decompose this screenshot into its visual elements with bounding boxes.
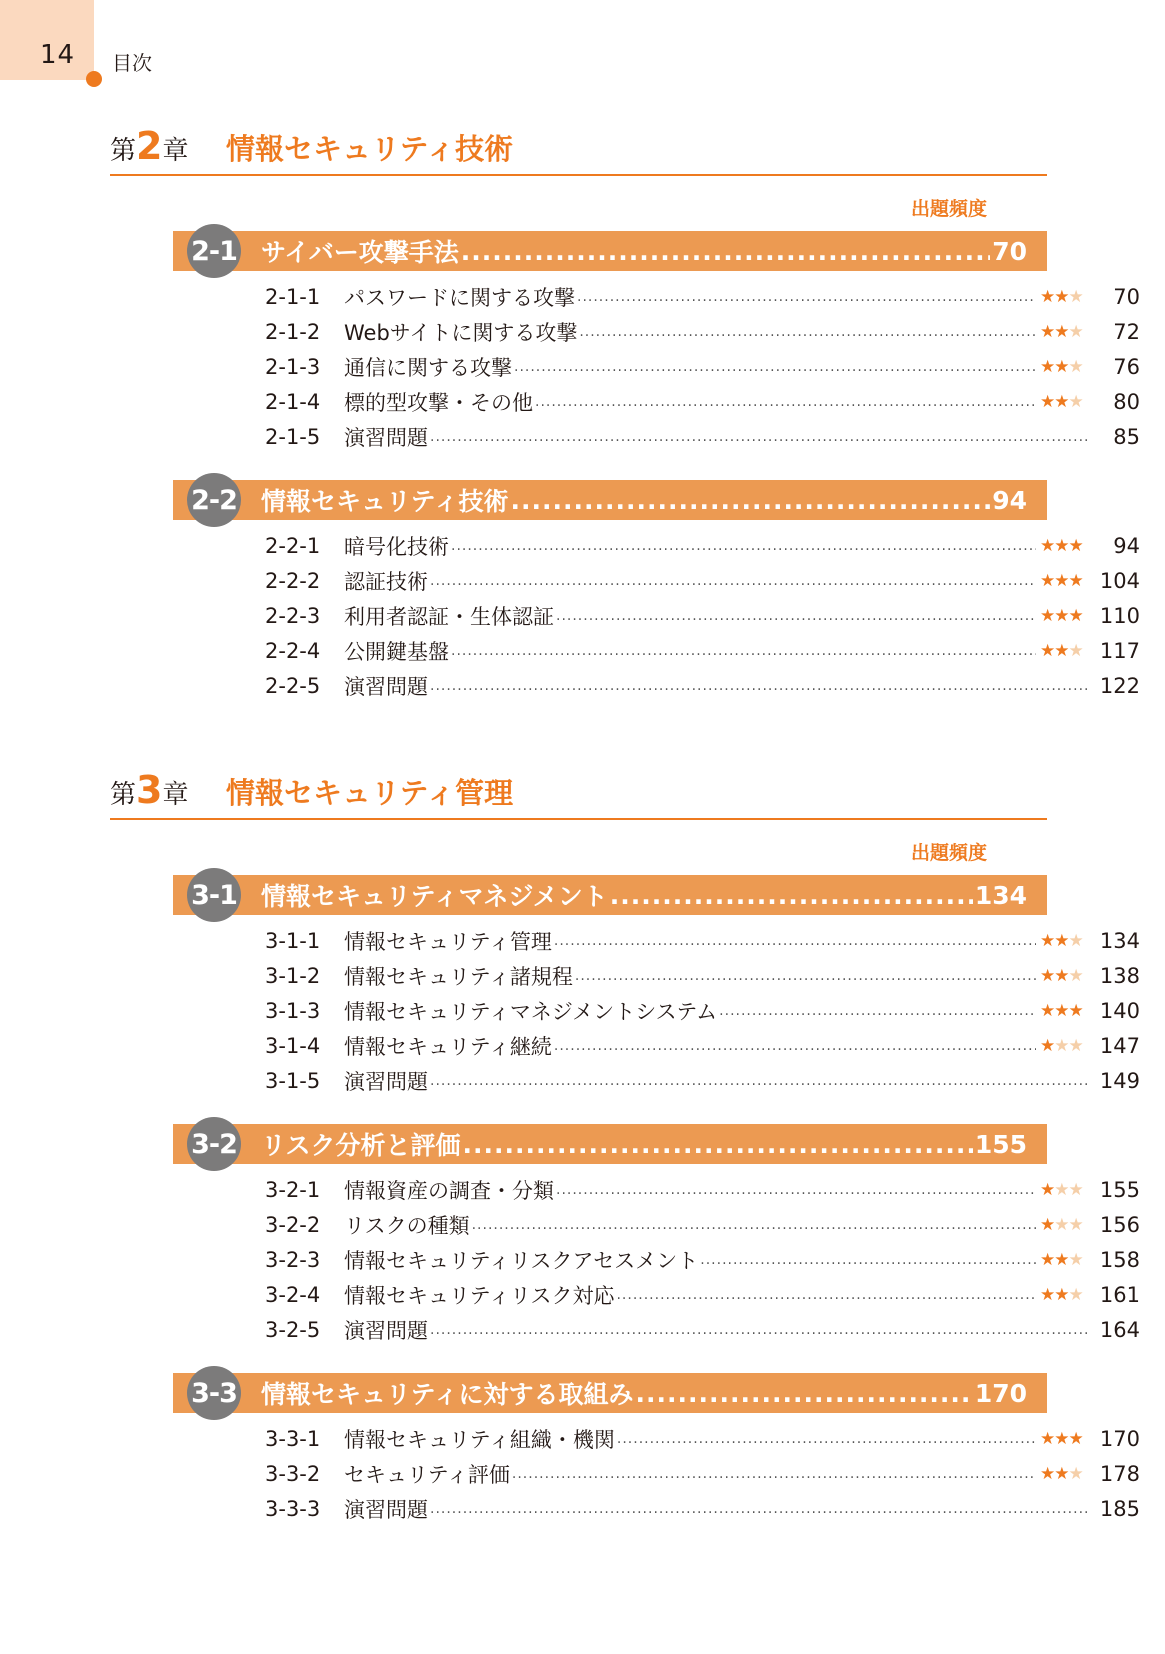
toc-entry[interactable] <box>265 633 1140 668</box>
star-filled-icon: ★ <box>1040 605 1055 626</box>
entry-page: 80 <box>1113 389 1140 414</box>
toc-entry[interactable] <box>265 419 1140 454</box>
star-empty-icon: ★ <box>1054 1035 1069 1056</box>
star-filled-icon: ★ <box>1040 535 1055 556</box>
entry-number: 3-1-5 <box>265 1068 321 1093</box>
leader-dots <box>514 359 1036 375</box>
star-filled-icon: ★ <box>1068 1428 1083 1449</box>
entry-title: 情報セキュリティ諸規程 <box>344 964 573 989</box>
toc-entry[interactable] <box>265 1456 1140 1491</box>
leader-dots <box>579 324 1036 340</box>
leader-dots <box>451 538 1036 554</box>
entry-list <box>265 528 1140 703</box>
frequency-stars <box>1040 1180 1094 1200</box>
entry-number: 2-2-5 <box>265 673 321 698</box>
entry-page: 178 <box>1099 1461 1140 1486</box>
star-filled-icon: ★ <box>1054 535 1069 556</box>
star-empty-icon: ★ <box>1054 1179 1069 1200</box>
chapter-title: 情報セキュリティ管理 <box>226 776 514 810</box>
star-filled-icon: ★ <box>1068 570 1083 591</box>
star-filled-icon: ★ <box>1054 1000 1069 1021</box>
section-badge: 2-2 <box>187 473 241 527</box>
entry-number: 3-2-1 <box>265 1177 321 1202</box>
entry-number: 3-2-5 <box>265 1317 321 1342</box>
toc-entry[interactable] <box>265 923 1140 958</box>
star-empty-icon: ★ <box>1054 1214 1069 1235</box>
leader-dots <box>700 1252 1036 1268</box>
entry-page: 72 <box>1113 319 1140 344</box>
frequency-stars <box>1040 606 1094 626</box>
frequency-stars <box>1040 1215 1094 1235</box>
corner-dot <box>86 71 102 87</box>
section-bar[interactable] <box>173 1124 1047 1164</box>
frequency-stars <box>1040 322 1094 342</box>
star-filled-icon: ★ <box>1040 1035 1055 1056</box>
star-empty-icon: ★ <box>1068 391 1083 412</box>
star-filled-icon: ★ <box>1040 1179 1055 1200</box>
toc-entry[interactable] <box>265 993 1140 1028</box>
leader-dots <box>577 289 1036 305</box>
leader-dots <box>575 968 1036 984</box>
entry-page: 149 <box>1099 1068 1140 1093</box>
star-filled-icon: ★ <box>1068 535 1083 556</box>
entry-page: 70 <box>1113 284 1140 309</box>
entry-page: 138 <box>1099 963 1140 988</box>
toc-entry[interactable] <box>265 1207 1140 1242</box>
entry-page: 158 <box>1099 1247 1140 1272</box>
leader-dots <box>463 1130 973 1159</box>
star-filled-icon: ★ <box>1054 356 1069 377</box>
leader-dots <box>430 573 1036 589</box>
frequency-stars <box>1040 536 1094 556</box>
toc-entry[interactable] <box>265 1491 1140 1526</box>
toc-entry[interactable] <box>265 958 1140 993</box>
section-title: リスク分析と評価 <box>261 1131 461 1160</box>
entry-number: 2-1-3 <box>265 354 321 379</box>
chapter-label: 第2章 <box>110 124 189 168</box>
entry-number: 2-1-1 <box>265 284 321 309</box>
star-filled-icon: ★ <box>1040 356 1055 377</box>
entry-number: 2-1-4 <box>265 389 321 414</box>
star-filled-icon: ★ <box>1054 286 1069 307</box>
frequency-label: 出題頻度 <box>910 842 987 864</box>
frequency-stars <box>1040 1036 1094 1056</box>
entry-number: 3-1-1 <box>265 928 321 953</box>
leader-dots <box>430 1501 1090 1517</box>
entry-number: 3-3-3 <box>265 1496 321 1521</box>
toc-entry[interactable] <box>265 1312 1140 1347</box>
entry-number: 2-1-5 <box>265 424 321 449</box>
leader-dots <box>610 881 973 910</box>
toc-entry[interactable] <box>265 1028 1140 1063</box>
entry-page: 117 <box>1099 638 1140 663</box>
section-badge: 2-1 <box>187 224 241 278</box>
entry-number: 2-2-3 <box>265 603 321 628</box>
entry-page: 185 <box>1099 1496 1140 1521</box>
entry-title: 演習問題 <box>344 425 428 450</box>
section-badge: 3-3 <box>187 1366 241 1420</box>
entry-page: 170 <box>1099 1426 1140 1451</box>
toc-entry[interactable] <box>265 349 1140 384</box>
section-badge: 3-1 <box>187 868 241 922</box>
star-empty-icon: ★ <box>1068 640 1083 661</box>
star-filled-icon: ★ <box>1054 1463 1069 1484</box>
entry-number: 2-1-2 <box>265 319 321 344</box>
chapter-3 <box>110 768 1140 1522</box>
section-badge: 3-2 <box>187 1117 241 1171</box>
star-empty-icon: ★ <box>1068 1214 1083 1235</box>
entry-list <box>265 1172 1140 1347</box>
star-empty-icon: ★ <box>1068 930 1083 951</box>
entry-title: 情報セキュリティ組織・機関 <box>344 1427 615 1452</box>
star-filled-icon: ★ <box>1054 1428 1069 1449</box>
toc-entry[interactable] <box>265 1277 1140 1312</box>
running-header: 目次 <box>112 51 152 75</box>
section-page: 134 <box>974 880 1027 910</box>
entry-list <box>265 923 1140 1098</box>
section-title: 情報セキュリティマネジメント <box>261 882 608 911</box>
leader-dots <box>461 237 990 266</box>
entry-title: 情報セキュリティ管理 <box>344 929 552 954</box>
entry-page: 140 <box>1099 998 1140 1023</box>
star-filled-icon: ★ <box>1054 965 1069 986</box>
entry-page: 156 <box>1099 1212 1140 1237</box>
leader-dots <box>554 933 1036 949</box>
star-empty-icon: ★ <box>1068 1463 1083 1484</box>
star-filled-icon: ★ <box>1054 391 1069 412</box>
entry-title: 演習問題 <box>344 1318 428 1343</box>
section-bar[interactable] <box>173 1373 1047 1413</box>
star-filled-icon: ★ <box>1054 1284 1069 1305</box>
star-filled-icon: ★ <box>1040 1463 1055 1484</box>
entry-title: 演習問題 <box>344 1497 428 1522</box>
toc-entry[interactable] <box>265 1242 1140 1277</box>
star-filled-icon: ★ <box>1054 570 1069 591</box>
entry-title: 演習問題 <box>344 674 428 699</box>
entry-title: 標的型攻撃・その他 <box>344 390 533 415</box>
frequency-stars <box>1040 1429 1094 1449</box>
entry-number: 2-2-2 <box>265 568 321 593</box>
star-filled-icon: ★ <box>1040 1428 1055 1449</box>
entry-title: 利用者認証・生体認証 <box>344 604 554 629</box>
entry-page: 110 <box>1099 603 1140 628</box>
leader-dots <box>554 1038 1036 1054</box>
star-filled-icon: ★ <box>1054 640 1069 661</box>
toc-entry[interactable] <box>265 1063 1140 1098</box>
entry-number: 3-1-4 <box>265 1033 321 1058</box>
entry-title: セキュリティ評価 <box>344 1462 510 1487</box>
entry-number: 3-2-3 <box>265 1247 321 1272</box>
entry-page: 161 <box>1099 1282 1140 1307</box>
entry-title: パスワードに関する攻撃 <box>344 285 575 310</box>
leader-dots <box>430 678 1090 694</box>
section-bar[interactable] <box>173 231 1047 271</box>
leader-dots <box>472 1217 1036 1233</box>
leader-dots <box>512 1466 1036 1482</box>
star-empty-icon: ★ <box>1068 1179 1083 1200</box>
entry-title: 暗号化技術 <box>344 534 449 559</box>
star-empty-icon: ★ <box>1068 1249 1083 1270</box>
entry-title: Webサイトに関する攻撃 <box>344 320 578 345</box>
entry-title: 通信に関する攻撃 <box>344 355 512 380</box>
toc-entry[interactable] <box>265 314 1140 349</box>
section-bar[interactable] <box>173 875 1047 915</box>
entry-list <box>265 1421 1140 1526</box>
section-bar[interactable] <box>173 480 1047 520</box>
star-empty-icon: ★ <box>1068 321 1083 342</box>
leader-dots <box>451 643 1036 659</box>
frequency-stars <box>1040 287 1094 307</box>
star-empty-icon: ★ <box>1068 965 1083 986</box>
star-filled-icon: ★ <box>1068 605 1083 626</box>
toc-entry[interactable] <box>265 384 1140 419</box>
entry-number: 2-2-1 <box>265 533 321 558</box>
star-empty-icon: ★ <box>1068 1035 1083 1056</box>
entry-page: 94 <box>1113 533 1140 558</box>
frequency-stars <box>1040 392 1094 412</box>
leader-dots <box>616 1287 1036 1303</box>
entry-title: 情報資産の調査・分類 <box>344 1178 554 1203</box>
star-filled-icon: ★ <box>1040 391 1055 412</box>
star-empty-icon: ★ <box>1068 356 1083 377</box>
star-empty-icon: ★ <box>1068 1284 1083 1305</box>
toc-entry[interactable] <box>265 1421 1140 1456</box>
section-page: 170 <box>974 1378 1027 1408</box>
leader-dots <box>556 608 1036 624</box>
leader-dots <box>636 1379 973 1408</box>
entry-page: 85 <box>1113 424 1140 449</box>
entry-title: 情報セキュリティリスク対応 <box>344 1283 615 1308</box>
leader-dots <box>511 486 991 515</box>
entry-page: 164 <box>1099 1317 1140 1342</box>
toc-entry[interactable] <box>265 563 1140 598</box>
entry-page: 134 <box>1099 928 1140 953</box>
star-filled-icon: ★ <box>1040 1000 1055 1021</box>
entry-number: 3-1-3 <box>265 998 321 1023</box>
entry-number: 2-2-4 <box>265 638 321 663</box>
leader-dots <box>430 1322 1090 1338</box>
leader-dots <box>535 394 1036 410</box>
toc-entry[interactable] <box>265 528 1140 563</box>
chapter-label: 第3章 <box>110 768 189 812</box>
star-filled-icon: ★ <box>1040 965 1055 986</box>
entry-number: 3-2-4 <box>265 1282 321 1307</box>
leader-dots <box>556 1182 1036 1198</box>
entry-page: 155 <box>1099 1177 1140 1202</box>
star-filled-icon: ★ <box>1040 1249 1055 1270</box>
star-filled-icon: ★ <box>1040 1284 1055 1305</box>
frequency-stars <box>1040 1285 1094 1305</box>
page-number: 14 <box>40 40 76 70</box>
section-page: 94 <box>992 485 1027 515</box>
chapter-heading <box>110 124 1047 176</box>
section-title: 情報セキュリティに対する取組み <box>261 1380 634 1409</box>
entry-title: 公開鍵基盤 <box>344 639 449 664</box>
entry-title: 情報セキュリティマネジメントシステム <box>344 999 718 1024</box>
entry-page: 104 <box>1099 568 1140 593</box>
star-filled-icon: ★ <box>1040 640 1055 661</box>
entry-title: 情報セキュリティリスクアセスメント <box>344 1248 699 1273</box>
star-empty-icon: ★ <box>1068 286 1083 307</box>
star-filled-icon: ★ <box>1054 605 1069 626</box>
chapter-title: 情報セキュリティ技術 <box>226 132 514 166</box>
entry-title: 情報セキュリティ継続 <box>344 1034 552 1059</box>
star-filled-icon: ★ <box>1040 321 1055 342</box>
frequency-stars <box>1040 966 1094 986</box>
chapter-2 <box>110 124 1140 699</box>
star-filled-icon: ★ <box>1040 286 1055 307</box>
frequency-stars <box>1040 1250 1094 1270</box>
section-title: サイバー攻撃手法 <box>261 238 459 267</box>
toc-entry[interactable] <box>265 1172 1140 1207</box>
toc-entry[interactable] <box>265 279 1140 314</box>
toc-entry[interactable] <box>265 668 1140 703</box>
entry-list <box>265 279 1140 454</box>
frequency-label: 出題頻度 <box>910 198 987 220</box>
leader-dots <box>617 1431 1036 1447</box>
frequency-stars <box>1040 357 1094 377</box>
entry-title: 演習問題 <box>344 1069 428 1094</box>
leader-dots <box>719 1003 1036 1019</box>
entry-page: 122 <box>1099 673 1140 698</box>
chapter-heading <box>110 768 1047 820</box>
frequency-stars <box>1040 1001 1094 1021</box>
leader-dots <box>430 429 1090 445</box>
star-filled-icon: ★ <box>1054 1249 1069 1270</box>
leader-dots <box>430 1073 1090 1089</box>
entry-number: 3-3-1 <box>265 1426 321 1451</box>
section-title: 情報セキュリティ技術 <box>261 487 509 516</box>
star-filled-icon: ★ <box>1040 1214 1055 1235</box>
entry-title: 認証技術 <box>344 569 428 594</box>
section-page: 155 <box>974 1129 1027 1159</box>
star-filled-icon: ★ <box>1068 1000 1083 1021</box>
entry-number: 3-1-2 <box>265 963 321 988</box>
frequency-stars <box>1040 1464 1094 1484</box>
star-filled-icon: ★ <box>1054 321 1069 342</box>
frequency-stars <box>1040 571 1094 591</box>
star-filled-icon: ★ <box>1040 930 1055 951</box>
entry-page: 76 <box>1113 354 1140 379</box>
star-filled-icon: ★ <box>1054 930 1069 951</box>
section-page: 70 <box>992 236 1027 266</box>
entry-page: 147 <box>1099 1033 1140 1058</box>
frequency-stars <box>1040 931 1094 951</box>
frequency-stars <box>1040 641 1094 661</box>
entry-number: 3-3-2 <box>265 1461 321 1486</box>
star-filled-icon: ★ <box>1040 570 1055 591</box>
entry-number: 3-2-2 <box>265 1212 321 1237</box>
entry-title: リスクの種類 <box>344 1213 470 1238</box>
toc-entry[interactable] <box>265 598 1140 633</box>
